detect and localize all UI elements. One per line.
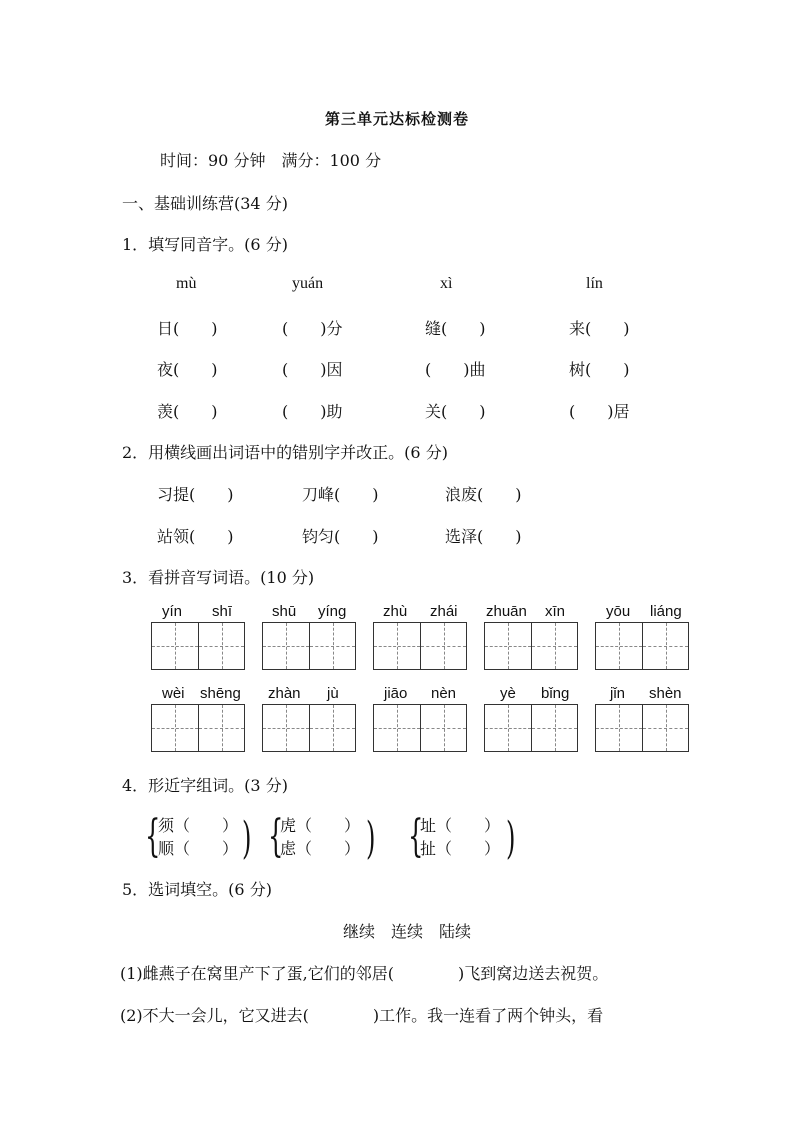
q1-blank[interactable]: ( )曲: [425, 360, 486, 379]
q3-pinyin: jǐn: [610, 685, 626, 702]
q1-heading: 1．填写同音字。(6 分): [122, 235, 288, 254]
writing-grid[interactable]: [484, 704, 578, 752]
q1-pinyin: lín: [586, 275, 603, 292]
q2-heading: 2．用横线画出词语中的错别字并改正。(6 分): [122, 443, 448, 462]
q2-item[interactable]: 选泽( ): [445, 527, 522, 546]
q5-sentence[interactable]: (1)雌燕子在窝里产下了蛋,它们的邻居( )飞到窝边送去祝贺。: [120, 964, 609, 983]
q3-pinyin: zhù: [383, 603, 408, 620]
left-brace-icon: {: [145, 811, 161, 862]
q5-sentence[interactable]: (2)不大一会儿，它又进去( )工作。我一连看了两个钟头，看: [120, 1006, 604, 1025]
left-brace-icon: {: [408, 811, 424, 862]
q1-blank[interactable]: ( )因: [282, 360, 343, 379]
q2-item[interactable]: 刀峰( ): [302, 485, 379, 504]
q1-blank[interactable]: 来( ): [569, 319, 630, 338]
q3-pinyin: zhái: [430, 603, 458, 620]
q4-item[interactable]: 虎（ ）: [280, 816, 361, 835]
q5-options: 继续 连续 陆续: [343, 922, 472, 941]
writing-grid[interactable]: [373, 622, 467, 670]
writing-grid[interactable]: [262, 622, 356, 670]
q1-blank[interactable]: ( )分: [282, 319, 343, 338]
q5-heading: 5．选词填空。(6 分): [122, 880, 272, 899]
q3-pinyin: zhàn: [268, 685, 301, 702]
q4-item[interactable]: 址（ ）: [420, 816, 501, 835]
writing-grid[interactable]: [484, 622, 578, 670]
q3-pinyin: zhuān: [486, 603, 527, 620]
q1-blank[interactable]: 树( ): [569, 360, 630, 379]
q3-pinyin: yōu: [606, 603, 631, 620]
q2-item[interactable]: 站领( ): [157, 527, 234, 546]
q3-pinyin: shēng: [200, 685, 241, 702]
q3-pinyin: yín: [162, 603, 183, 620]
q3-heading: 3．看拼音写词语。(10 分): [122, 568, 315, 587]
q1-blank[interactable]: 缝( ): [425, 319, 486, 338]
right-paren-icon: ): [366, 813, 376, 864]
q4-item[interactable]: 顺（ ）: [158, 839, 239, 858]
q1-blank[interactable]: ( )助: [282, 402, 343, 421]
q3-pinyin: shī: [212, 603, 233, 620]
q4-item[interactable]: 扯（ ）: [420, 839, 501, 858]
writing-grid[interactable]: [151, 622, 245, 670]
q1-pinyin: xì: [440, 275, 453, 292]
left-brace-icon: {: [268, 811, 284, 862]
q3-pinyin: shū: [272, 603, 297, 620]
right-paren-icon: ): [506, 813, 516, 864]
q1-blank[interactable]: 日( ): [157, 319, 218, 338]
q3-pinyin: yè: [500, 685, 516, 702]
writing-grid[interactable]: [373, 704, 467, 752]
writing-grid[interactable]: [595, 622, 689, 670]
q1-blank[interactable]: 羡( ): [157, 402, 218, 421]
q3-pinyin: jù: [327, 685, 339, 702]
q1-blank[interactable]: 夜( ): [157, 360, 218, 379]
writing-grid[interactable]: [151, 704, 245, 752]
q3-pinyin: wèi: [162, 685, 185, 702]
q2-item[interactable]: 浪废( ): [445, 485, 522, 504]
q3-pinyin: nèn: [431, 685, 457, 702]
right-paren-icon: ): [242, 813, 252, 864]
writing-grid[interactable]: [595, 704, 689, 752]
q1-blank[interactable]: ( )居: [569, 402, 630, 421]
q4-item[interactable]: 虑（ ）: [280, 839, 361, 858]
part-one-heading: 一、基础训练营(34 分): [122, 194, 288, 213]
q1-blank[interactable]: 关( ): [425, 402, 486, 421]
writing-grid[interactable]: [262, 704, 356, 752]
q3-pinyin: liáng: [650, 603, 682, 620]
q4-heading: 4．形近字组词。(3 分): [122, 776, 288, 795]
q3-pinyin: jiāo: [384, 685, 408, 702]
q4-item[interactable]: 须（ ）: [158, 816, 239, 835]
q2-item[interactable]: 习提( ): [157, 485, 234, 504]
q3-pinyin: bǐng: [541, 685, 570, 702]
q1-pinyin: yuán: [292, 275, 324, 292]
q3-pinyin: shèn: [649, 685, 682, 702]
q2-item[interactable]: 钧匀( ): [302, 527, 379, 546]
q1-pinyin: mù: [176, 275, 197, 292]
exam-meta: 时间：90 分钟 满分：100 分: [160, 151, 382, 170]
q3-pinyin: xīn: [545, 603, 566, 620]
page-title: 第三单元达标检测卷: [324, 110, 469, 128]
q3-pinyin: yíng: [318, 603, 347, 620]
